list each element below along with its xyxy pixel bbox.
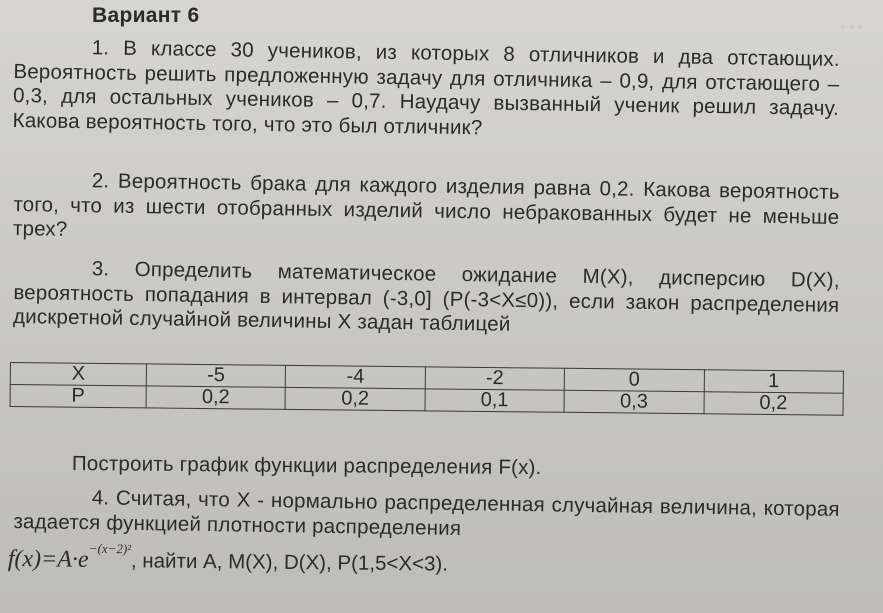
indent	[14, 274, 92, 275]
problem-4-text: 4. Считая, что X - нормально распределенная случайная величина, которая задается функцией плотности распределения	[13, 486, 840, 540]
formula-line	[8, 540, 449, 578]
table-cell-x: 1	[704, 370, 844, 393]
table-cell-x: -4	[286, 365, 426, 388]
table-header-p: P	[10, 385, 146, 408]
bleed-through-text: ◦ ◦ ◦	[840, 18, 863, 34]
problem-3	[13, 256, 840, 342]
table-cell-x: -2	[425, 367, 565, 390]
variant-title: Вариант 6	[92, 4, 200, 27]
indent	[14, 186, 92, 187]
formula-tail: , найти A, M(X), D(X), P(1,5<X<3).	[130, 549, 449, 576]
table-header-x: X	[10, 363, 146, 386]
table-cell-p: 0,1	[425, 389, 565, 412]
indent	[14, 503, 92, 504]
distribution-table	[10, 362, 844, 416]
problem-3-text: 3. Определить математическое ожидание M(X), дисперсию D(X), вероятность попадания в интервал (-3,0] (P(-3<X≤0)), если закон распределения дискретной случайной величины X задан таблицей	[12, 257, 840, 336]
problem-1-text: 1. В классе 30 учеников, из которых 8 отличников и два отстающих. Вероятность решить предложенную задачу для отличника – 0,9, для отстающего – 0,3, для остальных учеников – 0,7. Наудачу вызванный ученик решил задачу. Какова вероятность того, что это был отличник?	[12, 36, 840, 139]
table-cell-p: 0,2	[146, 386, 286, 409]
problem-1	[12, 35, 839, 146]
indent	[14, 53, 92, 54]
problem-2	[13, 168, 840, 254]
problem-4	[13, 485, 840, 547]
density-formula	[7, 540, 132, 573]
table-cell-x: 0	[564, 368, 704, 391]
table-cell-p: 0,2	[704, 392, 844, 415]
formula-base: f(x)=A·e	[7, 545, 89, 573]
table-cell-p: 0,3	[564, 390, 704, 413]
table-cell-x: -5	[146, 364, 286, 387]
graph-task: Построить график функции распределения F(x).	[71, 452, 542, 480]
table-cell-p: 0,2	[285, 387, 425, 410]
problem-2-text: 2. Вероятность брака для каждого изделия равна 0,2. Какова вероятность того, что из шести отобранных изделий число небракованных будет не меньше трех?	[12, 169, 840, 241]
formula-exponent: −(x−2)²	[88, 540, 132, 557]
